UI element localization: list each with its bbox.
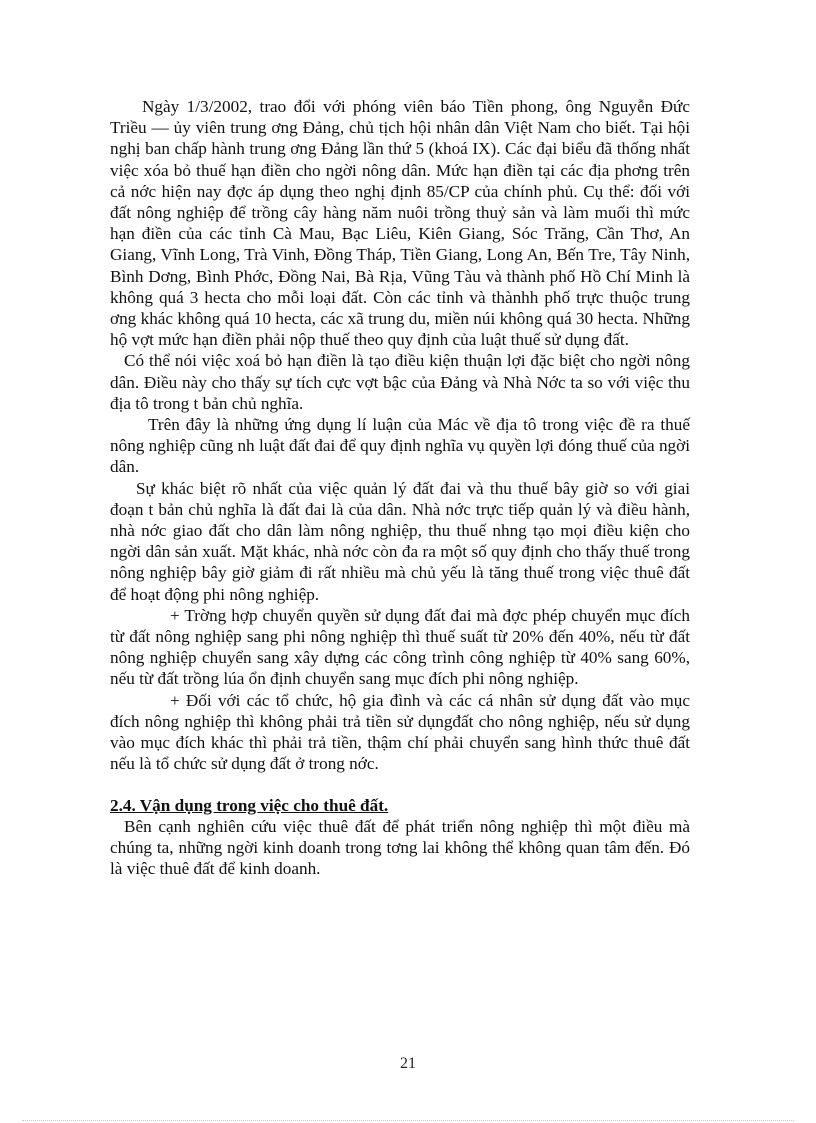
document-body bbox=[110, 96, 690, 879]
paragraph-han-dien-news: Ngày 1/3/2002, trao đổi với phóng viên báo Tiền phong, ông Nguyễn Đức Triều — ủy viên trung ơng Đảng, chủ tịch hội nhân dân Việt Nam cho biết. Tại hội nghị ban chấp hành trung ơng Đảng lần thứ 5 (khoá IX). Các đại biểu đã thống nhất việc xóa bỏ thuế hạn điền cho ngời nông dân. Mức hạn điền tại các địa phơng trên cả nớc hiện nay đợc áp dụng theo nghị định 85/CP của chính phủ. Cụ thể: đối với đất nông nghiệp để trồng cây hàng năm nuôi trồng thuỷ sản và làm muối thì mức hạn điền của các tỉnh Cà Mau, Bạc Liêu, Kiên Giang, Sóc Trăng, Cần Thơ, An Giang, Vĩnh Long, Trà Vinh, Đồng Tháp, Tiền Giang, Long An, Bến Tre, Tây Ninh, Bình Dơng, Bình Phớc, Đồng Nai, Bà Rịa, Vũng Tàu và thành phố Hồ Chí Minh là không quá 3 hecta cho mỗi loại đất. Còn các tỉnh và thànhh phố trực thuộc trung ơng khác không quá 10 hecta, các xã trung du, miền núi không quá 30 hecta. Những hộ vợt mức hạn điền phải nộp thuế theo quy định của luật thuế sử dụng đất. bbox=[110, 97, 690, 350]
paragraph-thue-dat-kinh-doanh: Bên cạnh nghiên cứu việc thuê đất để phát triển nông nghiệp thì một điều mà chúng ta, những ngời kinh doanh trong tơng lai không thể không quan tâm đến. Đó là việc thuê đất để kinh doanh. bbox=[110, 816, 690, 879]
page-bottom-divider bbox=[22, 1120, 794, 1121]
paragraph-xoa-bo-han-dien: Có thể nói việc xoá bỏ hạn điền là tạo điều kiện thuận lợi đặc biệt cho ngời nông dân. Điều này cho thấy sự tích cực vợt bậc của Đảng và Nhà Nớc ta so với việc thu địa tô trong t bản chủ nghĩa. bbox=[110, 351, 690, 413]
paragraph-chuyen-quyen-su-dung: + Trờng hợp chuyển quyền sử dụng đất đai mà đợc phép chuyển mục đích từ đất nông nghiệp sang phi nông nghiệp thì thuế suất từ 20% đến 40%, nếu từ đất nông nghiệp chuyển sang xây dựng các công trình công nghiệp từ 40% sang 60%, nếu từ đất trồng lúa ổn định chuyển sang mục đích phi nông nghiệp. bbox=[110, 605, 690, 689]
section-heading: 2.4. Vận dụng trong việc cho thuê đất. bbox=[110, 795, 389, 815]
paragraph-khac-biet-quan-ly: Sự khác biệt rõ nhất của việc quản lý đất đai và thu thuế bây giờ so với giai đoạn t bản chủ nghĩa là đất đai là của dân. Nhà nớc trực tiếp quản lý và điều hành, nhà nớc giao đất cho dân làm nông nghiệp, thu thuế nhng tạo mọi điều kiện cho ngời dân sản xuất. Mặt khác, nhà nớc còn đa ra một số quy định cho thấy thuế trong nông nghiệp bây giờ giảm đi rất nhiều mà chủ yếu là tăng thuế trong việc thuê đất để hoạt động phi nông nghiệp. bbox=[110, 478, 690, 604]
paragraph-ung-dung-li-luan: Trên đây là những ứng dụng lí luận của Mác về địa tô trong việc đề ra thuế nông nghiệp cũng nh luật đất đai để quy định nghĩa vụ quyền lợi đóng thuế của ngời dân. bbox=[110, 415, 691, 477]
page-number: 21 bbox=[400, 1055, 416, 1072]
paragraph-to-chuc-ho-gia-dinh: + Đối với các tổ chức, hộ gia đình và các cá nhân sử dụng đất vào mục đích nông nghiệp thì không phải trả tiền sử dụngđất cho nông nghiệp, nếu sử dụng vào mục đích khác thì phải trả tiền, thậm chí phải chuyển sang hình thức thuê đất nếu là tổ chức sử dụng đất ở trong nớc. bbox=[110, 690, 690, 774]
